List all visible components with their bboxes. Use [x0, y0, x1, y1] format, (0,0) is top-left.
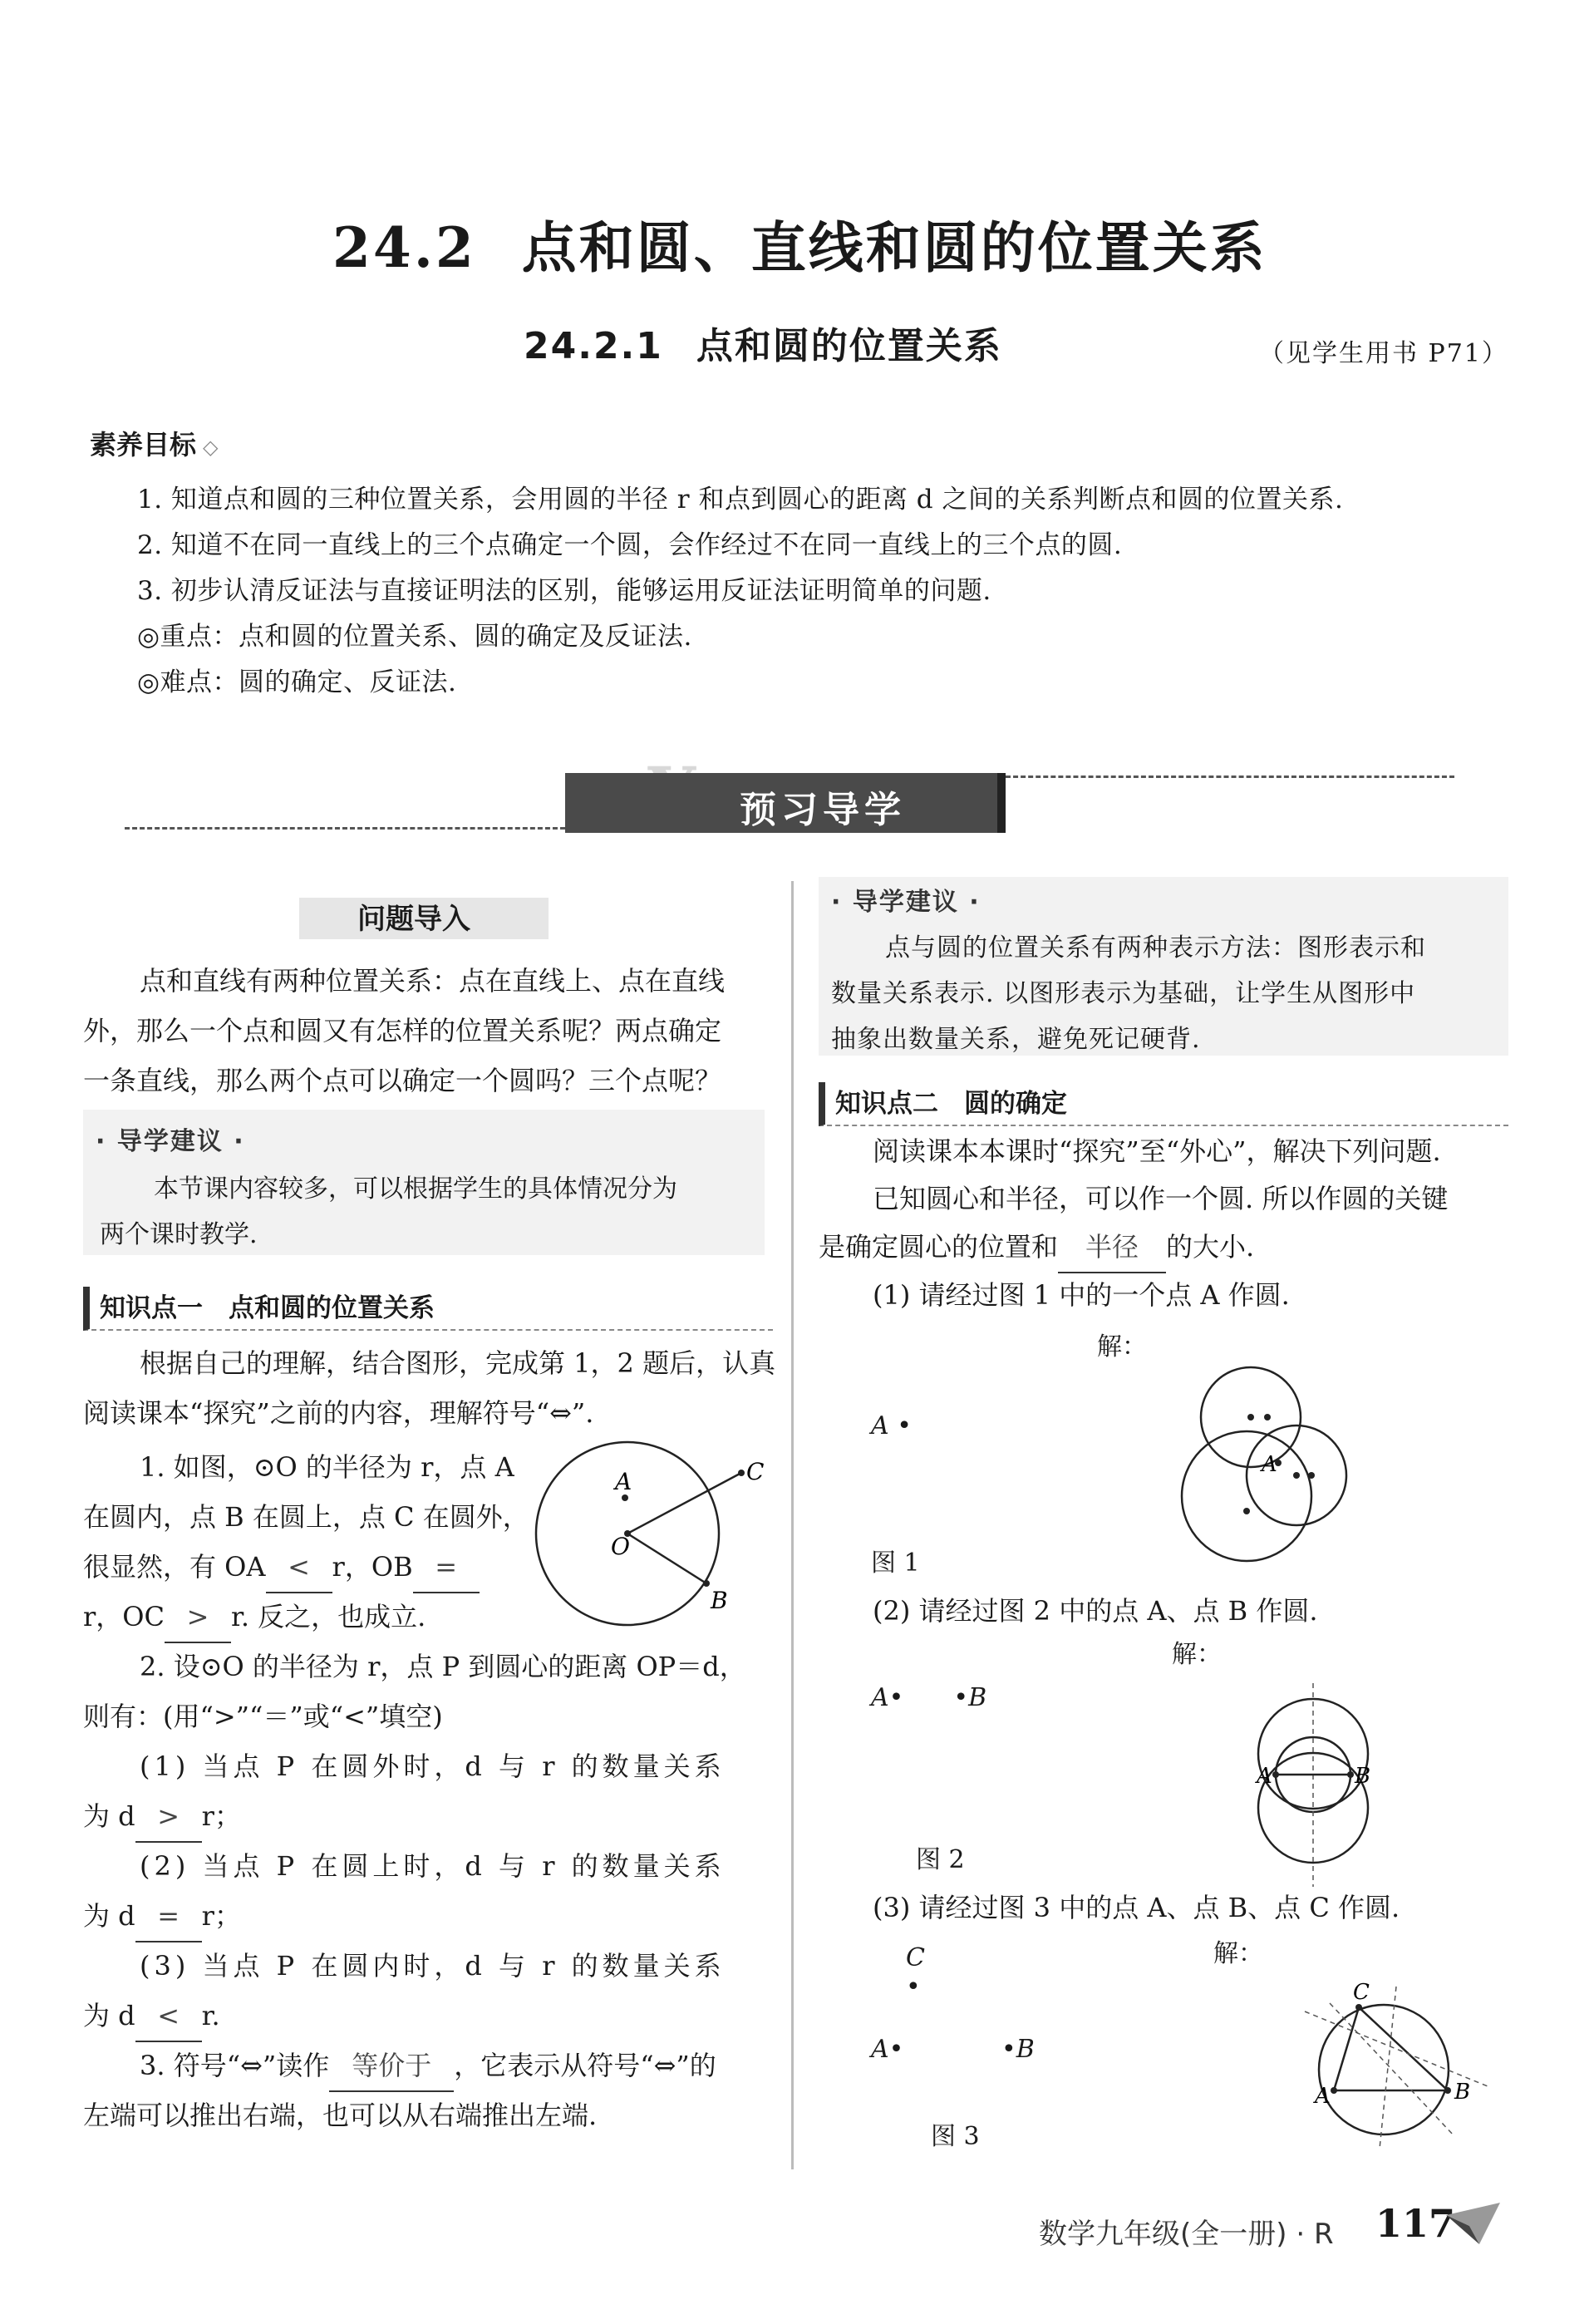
fig3-dot-a — [1331, 2087, 1337, 2094]
q2-prefix-2: 为 d — [83, 1900, 135, 1932]
q1-reverse-text: r. 反之，也成立. — [231, 1601, 426, 1632]
rq1-text: (1) 请经过图 1 中的一个点 A 作圆. — [873, 1279, 1290, 1311]
q1-line-2: 在圆内，点 B 在圆上，点 C 在圆外， — [83, 1501, 529, 1533]
fig1-center-3 — [1243, 1508, 1250, 1514]
fig3-bisector-2 — [1380, 1987, 1396, 2149]
fig3-solution — [1296, 1978, 1496, 2153]
fig3-dot-b — [1444, 2087, 1451, 2094]
q2-prefix-3: 为 d — [83, 2000, 135, 2031]
right-tip-line-1: 点与圆的位置关系有两种表示方法：图形表示和 — [885, 933, 1426, 963]
q2-sub1-answer-line — [83, 1791, 241, 1843]
goal-item-1: 1. 知道点和圆的三种位置关系，会用圆的半径 r 和点到圆心的距离 d 之间的关系判断点和圆的位置关系. — [137, 485, 1344, 515]
fig2-solution-label-a: A — [1257, 1764, 1272, 1789]
fig3-solution-label-b: B — [1454, 2080, 1471, 2105]
label-c: C — [746, 1458, 765, 1485]
column-divider — [791, 881, 794, 2169]
right-tip-line-3: 抽象出数量关系，避免死记硬背. — [831, 1025, 1201, 1054]
q1-line-4 — [83, 1592, 426, 1643]
fig2-dot-b — [1347, 1771, 1354, 1778]
intro-line-3: 一条直线，那么两个点可以确定一个圆吗？三个点呢？ — [83, 1065, 722, 1096]
intro-line-1: 点和直线有两种位置关系：点在直线上、点在直线 — [140, 965, 726, 997]
fig1-solution-label-a: A — [1262, 1452, 1277, 1477]
key-point: ◎重点：点和圆的位置关系、圆的确定及反证法. — [137, 622, 692, 652]
reference-note: （见学生用书 P71） — [1259, 339, 1508, 368]
goals-heading — [90, 424, 218, 462]
intro-heading: 问题导入 — [357, 903, 470, 936]
q3-answer: 等价于 — [329, 2041, 454, 2092]
fig2-points: A• •B — [871, 1683, 987, 1712]
q2-suffix-2: r； — [201, 1900, 241, 1932]
q2-sub3-answer-line — [83, 1991, 220, 2042]
fig2-label-a: A — [871, 1683, 889, 1712]
fig2-caption: 图 2 — [916, 1845, 965, 1874]
circle-o-figure — [524, 1438, 773, 1629]
q2-line-1: 2. 设⊙O 的半径为 r，点 P 到圆心的距离 OP＝d， — [140, 1651, 746, 1682]
fig1-center-2 — [1293, 1472, 1300, 1479]
fig3-dot-c — [1355, 2004, 1362, 2011]
rq3-text: (3) 请经过图 3 中的点 A、点 B、点 C 作圆. — [873, 1892, 1400, 1923]
q1-oa-text: 很显然，有 OA — [83, 1551, 266, 1583]
q2-sub1: (1) 当点 P 在圆外时，d 与 r 的数量关系 — [140, 1750, 726, 1782]
fig1-point-a: A • — [871, 1411, 912, 1440]
diamond-icon: ◇ — [203, 436, 219, 459]
fig3-point-b: •B — [1001, 2035, 1035, 2064]
fig3-label-a: A — [871, 2035, 889, 2064]
banner-line-left — [125, 827, 565, 830]
q2-answer-3: < — [135, 1991, 202, 2042]
fig1-center-1b — [1264, 1414, 1271, 1420]
q2-answer-2: = — [135, 1891, 202, 1942]
banner — [565, 773, 1006, 833]
banner-edge — [997, 773, 1006, 833]
page-number: 117 — [1375, 2201, 1456, 2246]
kp2-line-3 — [819, 1222, 1254, 1273]
q2-answer-1: > — [135, 1791, 202, 1843]
kp1-intro-2: 阅读课本“探究”之前的内容，理解符号“⇔”. — [83, 1397, 594, 1429]
subsection-number: 24.2.1 — [524, 325, 663, 367]
fig1-caption: 图 1 — [871, 1549, 920, 1578]
right-tip-line-2: 数量关系表示. 以图形表示为基础，让学生从图形中 — [831, 979, 1416, 1008]
fig3-circumcircle — [1319, 2005, 1449, 2134]
fig1-center-1 — [1247, 1414, 1254, 1420]
rq3-solve: 解： — [1213, 1939, 1263, 1968]
right-tip-heading: · 导学建议 · — [831, 888, 981, 917]
subsection-title — [524, 316, 1002, 369]
fig1-center-2b — [1308, 1472, 1315, 1479]
point-b — [703, 1580, 710, 1587]
q2-prefix-1: 为 d — [83, 1800, 135, 1832]
subsection-title-text: 点和圆的位置关系 — [696, 325, 1002, 367]
fig3-caption: 图 3 — [931, 2122, 980, 2151]
fig3-triangle — [1334, 2007, 1448, 2090]
rq2-solve: 解： — [1172, 1640, 1222, 1669]
left-tip-line-1: 本节课内容较多，可以根据学生的具体情况分为 — [154, 1174, 677, 1204]
fig3-label-c: C — [906, 1943, 925, 1972]
q2-line-2: 则有：(用“>”“＝”或“<”填空) — [83, 1701, 443, 1732]
goals-heading-text: 素养目标 — [90, 429, 197, 460]
intro-line-2: 外，那么一个点和圆又有怎样的位置关系呢？两点确定 — [83, 1015, 722, 1046]
difficulty-point: ◎难点：圆的确定、反证法. — [137, 667, 457, 697]
q1-answer-3: > — [165, 1592, 231, 1643]
goal-item-2: 2. 知道不在同一直线上的三个点确定一个圆，会作经过不在同一直线上的三个点的圆. — [137, 530, 1123, 560]
q1-answer-2: = — [413, 1542, 480, 1593]
q2-suffix-3: r. — [201, 2000, 220, 2031]
q3-line-1 — [140, 2041, 716, 2092]
q1-oc-text: r，OC — [83, 1601, 165, 1632]
fig3-solution-label-c: C — [1353, 1980, 1370, 2005]
q2-sub2-answer-line — [83, 1891, 241, 1942]
segment-oc — [627, 1473, 741, 1534]
fig2-dot-a — [1272, 1771, 1279, 1778]
corner-arrow-icon — [1446, 2203, 1504, 2248]
segment-ob — [627, 1534, 706, 1583]
fig3-bisector-1 — [1305, 2011, 1488, 2086]
goal-item-3: 3. 初步认清反证法与直接证明法的区别，能够运用反证法证明简单的问题. — [137, 576, 991, 606]
left-tip-line-2: 两个课时教学. — [100, 1220, 258, 1249]
q3-suffix: ，它表示从符号“⇔”的 — [454, 2050, 716, 2081]
kp2-line-3-text: 是确定圆心的位置和 — [819, 1231, 1059, 1263]
kp2-tail: 的大小. — [1166, 1231, 1255, 1263]
fig1-label-a: A — [871, 1411, 889, 1440]
rq2-text: (2) 请经过图 2 中的点 A、点 B 作圆. — [873, 1595, 1318, 1627]
kp2-heading: 知识点二 圆的确定 — [819, 1082, 1508, 1126]
q2-sub3: (3) 当点 P 在圆内时，d 与 r 的数量关系 — [140, 1950, 726, 1982]
left-tip-heading: · 导学建议 · — [96, 1127, 245, 1156]
label-b: B — [711, 1587, 728, 1614]
section-title-text: 点和圆、直线和圆的位置关系 — [521, 215, 1267, 280]
fig3-point-a: A• — [871, 2035, 904, 2064]
fig1-circle-3 — [1182, 1431, 1311, 1561]
q1-line-3 — [83, 1542, 480, 1593]
q1-line-1: 1. 如图，⊙O 的半径为 r，点 A — [140, 1451, 514, 1483]
rq1-solve: 解： — [1097, 1332, 1147, 1361]
q1-answer-1: < — [266, 1542, 332, 1593]
fig2-label-b: B — [968, 1683, 987, 1712]
section-title — [332, 204, 1267, 283]
kp2-line-1: 阅读课本本课时“探究”至“外心”，解决下列问题. — [873, 1135, 1441, 1167]
fig3-label-b: B — [1016, 2035, 1035, 2064]
q2-sub2: (2) 当点 P 在圆上时，d 与 r 的数量关系 — [140, 1850, 726, 1882]
footer-book: 数学九年级(全一册) · R — [1039, 2218, 1334, 2251]
fig2-solution-label-b: B — [1355, 1764, 1371, 1789]
banner-label: 预习导学 — [740, 789, 906, 831]
label-a: A — [615, 1468, 632, 1495]
fig3-point-c: C • — [906, 1943, 925, 2001]
fig1-solution — [1180, 1363, 1380, 1571]
kp2-line-2: 已知圆心和半径，可以作一个圆. 所以作圆的关键 — [873, 1183, 1449, 1214]
fig3-solution-label-a: A — [1315, 2084, 1331, 2109]
q2-suffix-1: r； — [201, 1800, 241, 1832]
q1-ob-text: r，OB — [332, 1551, 413, 1583]
kp1-heading: 知识点一 点和圆的位置关系 — [83, 1287, 773, 1331]
q3-prefix: 3. 符号“⇔”读作 — [140, 2050, 330, 2081]
q3-line-2: 左端可以推出右端，也可以从右端推出左端. — [83, 2100, 598, 2131]
banner-line-right — [1006, 775, 1454, 778]
fig2-solution — [1247, 1683, 1413, 1891]
kp2-answer: 半径 — [1058, 1222, 1166, 1273]
kp1-intro-1: 根据自己的理解，结合图形，完成第 1，2 题后，认真 — [140, 1347, 776, 1379]
point-c — [738, 1470, 745, 1476]
section-number: 24.2 — [332, 215, 476, 280]
label-o: O — [611, 1533, 630, 1560]
point-a — [622, 1494, 628, 1501]
